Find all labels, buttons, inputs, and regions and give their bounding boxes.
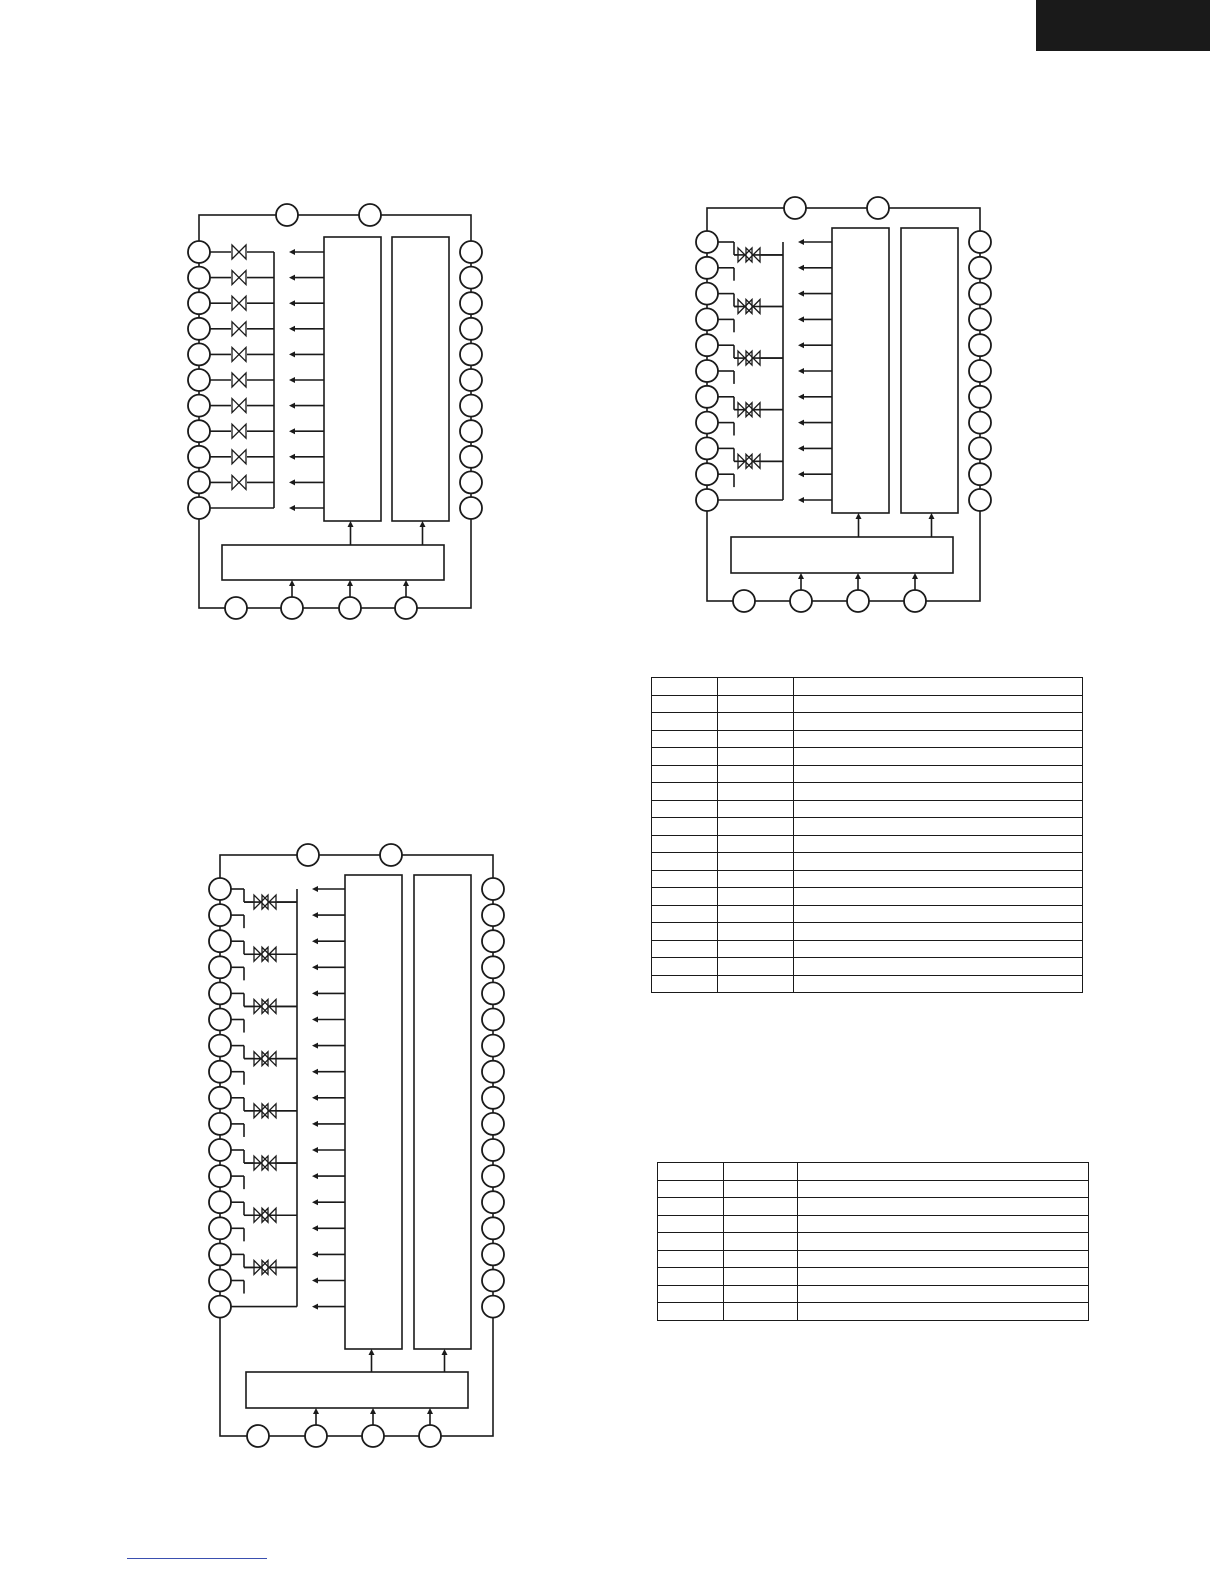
table-cell xyxy=(658,1268,724,1286)
left-pin xyxy=(209,904,231,926)
table-row xyxy=(658,1250,1089,1268)
arrow-head xyxy=(929,513,935,519)
left-pin xyxy=(696,463,718,485)
ic-diagram-1-package-outline xyxy=(199,215,471,608)
right-pin xyxy=(460,241,482,263)
arrow-head xyxy=(370,1408,376,1414)
table-cell xyxy=(724,1198,798,1216)
table-row xyxy=(652,678,1083,696)
table-row xyxy=(658,1215,1089,1233)
right-pin xyxy=(482,1165,504,1187)
left-pin xyxy=(209,1243,231,1265)
table-cell xyxy=(652,975,718,993)
table-cell xyxy=(798,1285,1089,1303)
table-cell xyxy=(652,783,718,801)
arrow-head xyxy=(312,1173,318,1179)
table-cell xyxy=(794,853,1083,871)
right-pin xyxy=(482,930,504,952)
register-block xyxy=(414,875,471,1349)
right-pin xyxy=(460,369,482,391)
arrow-head xyxy=(312,1147,318,1153)
left-pin xyxy=(209,1035,231,1057)
left-pin xyxy=(696,437,718,459)
arrow-head xyxy=(798,420,804,426)
arrow-head xyxy=(289,300,295,306)
table-cell xyxy=(718,748,794,766)
bottom-pin xyxy=(247,1425,269,1447)
table-cell xyxy=(794,975,1083,993)
right-pin xyxy=(482,1035,504,1057)
table-cell xyxy=(718,870,794,888)
arrow-head xyxy=(798,471,804,477)
arrow-head xyxy=(312,1225,318,1231)
top-pin xyxy=(784,197,806,219)
table-cell xyxy=(652,835,718,853)
arrow-head xyxy=(798,239,804,245)
left-pin xyxy=(209,1113,231,1135)
arrow-head xyxy=(289,403,295,409)
right-pin xyxy=(969,308,991,330)
table-row xyxy=(652,905,1083,923)
table-cell xyxy=(658,1250,724,1268)
table-cell xyxy=(652,870,718,888)
table-cell xyxy=(658,1233,724,1251)
right-pin xyxy=(969,231,991,253)
table-cell xyxy=(718,923,794,941)
left-pin xyxy=(188,446,210,468)
left-pin xyxy=(188,395,210,417)
left-pin xyxy=(188,292,210,314)
right-pin xyxy=(969,334,991,356)
table-cell xyxy=(652,713,718,731)
table-cell xyxy=(794,678,1083,696)
table-cell xyxy=(658,1163,724,1181)
left-pin xyxy=(209,982,231,1004)
right-pin xyxy=(482,1139,504,1161)
register-block xyxy=(901,228,958,513)
table-cell xyxy=(718,818,794,836)
table-cell xyxy=(798,1215,1089,1233)
table-row xyxy=(658,1285,1089,1303)
top-pin xyxy=(867,197,889,219)
table-cell xyxy=(718,958,794,976)
bottom-pin xyxy=(847,590,869,612)
table-cell xyxy=(794,870,1083,888)
arrow-head xyxy=(312,1043,318,1049)
arrow-head xyxy=(289,249,295,255)
left-pin xyxy=(209,1087,231,1109)
table-cell xyxy=(652,923,718,941)
table-cell xyxy=(798,1250,1089,1268)
table-cell xyxy=(658,1285,724,1303)
arrow-head xyxy=(347,580,353,586)
analog-switch-icon xyxy=(232,245,246,259)
arrow-head xyxy=(289,479,295,485)
table-cell xyxy=(718,783,794,801)
table-cell xyxy=(652,853,718,871)
arrow-head xyxy=(312,1251,318,1257)
arrow-head xyxy=(798,265,804,271)
table-row xyxy=(658,1268,1089,1286)
table-row xyxy=(652,730,1083,748)
right-pin xyxy=(460,471,482,493)
table-cell xyxy=(724,1285,798,1303)
right-pin xyxy=(969,257,991,279)
arrow-head xyxy=(798,368,804,374)
table-cell xyxy=(718,940,794,958)
analog-switch-icon xyxy=(232,373,246,387)
table-cell xyxy=(724,1215,798,1233)
left-pin xyxy=(696,360,718,382)
left-pin xyxy=(696,412,718,434)
bottom-pin xyxy=(362,1425,384,1447)
table-row xyxy=(652,975,1083,993)
table-row xyxy=(652,818,1083,836)
table-cell xyxy=(724,1268,798,1286)
table-row xyxy=(652,765,1083,783)
table-cell xyxy=(652,940,718,958)
arrow-head xyxy=(289,428,295,434)
table-cell xyxy=(798,1163,1089,1181)
left-pin xyxy=(188,497,210,519)
table-cell xyxy=(724,1250,798,1268)
table-cell xyxy=(718,835,794,853)
left-pin xyxy=(209,1191,231,1213)
table-cell xyxy=(718,853,794,871)
left-pin xyxy=(696,308,718,330)
arrow-head xyxy=(312,1121,318,1127)
bottom-pin xyxy=(305,1425,327,1447)
logic-block xyxy=(832,228,889,513)
table-cell xyxy=(718,695,794,713)
right-pin xyxy=(482,982,504,1004)
left-pin xyxy=(696,489,718,511)
arrow-head xyxy=(289,505,295,511)
arrow-head xyxy=(312,990,318,996)
table-cell xyxy=(794,713,1083,731)
table-cell xyxy=(658,1180,724,1198)
right-pin xyxy=(969,463,991,485)
bottom-pin xyxy=(790,590,812,612)
arrow-head xyxy=(289,275,295,281)
table-cell xyxy=(652,695,718,713)
table-row xyxy=(658,1163,1089,1181)
top-pin xyxy=(297,844,319,866)
table-cell xyxy=(718,975,794,993)
table-row xyxy=(658,1180,1089,1198)
right-pin xyxy=(482,956,504,978)
table-row xyxy=(652,923,1083,941)
arrow-head xyxy=(348,521,354,527)
arrow-head xyxy=(312,1095,318,1101)
footer-link-underline xyxy=(127,1558,267,1559)
left-pin xyxy=(188,318,210,340)
table-row xyxy=(652,783,1083,801)
table-row xyxy=(652,713,1083,731)
right-pin xyxy=(482,1217,504,1239)
right-pin xyxy=(482,1191,504,1213)
analog-switch-icon xyxy=(232,322,246,336)
table-cell xyxy=(794,905,1083,923)
analog-switch-icon xyxy=(232,399,246,413)
table-row xyxy=(652,800,1083,818)
bottom-pin xyxy=(904,590,926,612)
table-cell xyxy=(794,695,1083,713)
left-pin xyxy=(209,1217,231,1239)
left-pin xyxy=(188,420,210,442)
bottom-pin xyxy=(395,597,417,619)
table-row xyxy=(652,853,1083,871)
right-pin xyxy=(482,904,504,926)
arrow-head xyxy=(798,445,804,451)
table-cell xyxy=(718,800,794,818)
table-row xyxy=(658,1303,1089,1321)
analog-switch-icon xyxy=(232,296,246,310)
table-cell xyxy=(718,730,794,748)
right-pin xyxy=(482,1113,504,1135)
right-pin xyxy=(969,437,991,459)
arrow-head xyxy=(312,1069,318,1075)
arrow-head xyxy=(312,912,318,918)
right-pin xyxy=(460,497,482,519)
right-pin xyxy=(460,292,482,314)
table-cell xyxy=(794,923,1083,941)
right-pin xyxy=(482,1061,504,1083)
table-cell xyxy=(652,730,718,748)
analog-switch-icon xyxy=(232,475,246,489)
table-cell xyxy=(652,748,718,766)
arrow-head xyxy=(798,497,804,503)
arrow-head xyxy=(798,291,804,297)
arrow-head xyxy=(289,377,295,383)
top-pin xyxy=(359,204,381,226)
left-pin xyxy=(209,930,231,952)
arrow-head xyxy=(312,964,318,970)
table-cell xyxy=(718,678,794,696)
analog-switch-icon xyxy=(232,450,246,464)
control-block xyxy=(246,1372,468,1408)
arrow-head xyxy=(912,573,918,579)
bottom-pin xyxy=(419,1425,441,1447)
arrow-head xyxy=(289,326,295,332)
table-cell xyxy=(658,1303,724,1321)
right-pin xyxy=(969,283,991,305)
left-pin xyxy=(209,1270,231,1292)
table-cell xyxy=(794,888,1083,906)
bottom-pin xyxy=(281,597,303,619)
left-pin xyxy=(696,386,718,408)
table-row xyxy=(652,748,1083,766)
right-pin xyxy=(482,1087,504,1109)
table-cell xyxy=(794,835,1083,853)
arrow-head xyxy=(312,1017,318,1023)
logic-block xyxy=(324,237,381,521)
arrow-head xyxy=(855,573,861,579)
table-cell xyxy=(724,1163,798,1181)
analog-switch-icon xyxy=(232,347,246,361)
right-pin xyxy=(482,1243,504,1265)
arrow-head xyxy=(427,1408,433,1414)
table-row xyxy=(658,1233,1089,1251)
left-pin xyxy=(209,956,231,978)
right-pin xyxy=(969,412,991,434)
table-cell xyxy=(798,1303,1089,1321)
table-cell xyxy=(652,765,718,783)
bottom-pin xyxy=(339,597,361,619)
right-pin xyxy=(460,395,482,417)
top-pin xyxy=(276,204,298,226)
table-cell xyxy=(652,958,718,976)
table-cell xyxy=(718,888,794,906)
left-pin xyxy=(188,471,210,493)
table-cell xyxy=(724,1180,798,1198)
bottom-pin xyxy=(225,597,247,619)
left-pin xyxy=(188,267,210,289)
bottom-pin xyxy=(733,590,755,612)
left-pin xyxy=(209,1009,231,1031)
left-pin xyxy=(209,1165,231,1187)
arrow-head xyxy=(798,342,804,348)
arrow-head xyxy=(289,454,295,460)
table-cell xyxy=(794,730,1083,748)
arrow-head xyxy=(312,938,318,944)
arrow-head xyxy=(312,1278,318,1284)
table-cell xyxy=(652,678,718,696)
table-cell xyxy=(798,1268,1089,1286)
arrow-head xyxy=(312,1199,318,1205)
right-pin xyxy=(460,343,482,365)
arrow-head xyxy=(289,351,295,357)
table-row xyxy=(652,958,1083,976)
table-cell xyxy=(718,905,794,923)
table-cell xyxy=(794,940,1083,958)
left-pin xyxy=(209,1296,231,1318)
pin-table-1 xyxy=(651,677,1083,993)
table-cell xyxy=(794,748,1083,766)
table-cell xyxy=(652,888,718,906)
left-pin xyxy=(696,283,718,305)
table-row xyxy=(658,1198,1089,1216)
arrow-head xyxy=(289,580,295,586)
table-cell xyxy=(794,783,1083,801)
table-row xyxy=(652,888,1083,906)
table-cell xyxy=(724,1233,798,1251)
left-pin xyxy=(209,1139,231,1161)
register-block xyxy=(392,237,449,521)
right-pin xyxy=(482,1009,504,1031)
table-cell xyxy=(652,800,718,818)
top-pin xyxy=(380,844,402,866)
arrow-head xyxy=(403,580,409,586)
control-block xyxy=(731,537,953,573)
left-pin xyxy=(209,878,231,900)
right-pin xyxy=(460,318,482,340)
table-row xyxy=(652,835,1083,853)
table-cell xyxy=(658,1215,724,1233)
arrow-head xyxy=(312,1304,318,1310)
table-cell xyxy=(658,1198,724,1216)
right-pin xyxy=(969,360,991,382)
arrow-head xyxy=(798,316,804,322)
logic-block xyxy=(345,875,402,1349)
left-pin xyxy=(696,231,718,253)
table-cell xyxy=(794,765,1083,783)
arrow-head xyxy=(856,513,862,519)
table-cell xyxy=(652,818,718,836)
table-row xyxy=(652,870,1083,888)
right-pin xyxy=(482,878,504,900)
right-pin xyxy=(482,1270,504,1292)
right-pin xyxy=(460,267,482,289)
left-pin xyxy=(696,257,718,279)
table-cell xyxy=(724,1303,798,1321)
arrow-head xyxy=(442,1349,448,1355)
table-cell xyxy=(652,905,718,923)
arrow-head xyxy=(798,573,804,579)
table-cell xyxy=(718,765,794,783)
control-block xyxy=(222,545,444,580)
pin-table-2 xyxy=(657,1162,1089,1321)
right-pin xyxy=(460,420,482,442)
table-cell xyxy=(798,1233,1089,1251)
right-pin xyxy=(969,386,991,408)
table-row xyxy=(652,695,1083,713)
analog-switch-icon xyxy=(232,424,246,438)
right-pin xyxy=(482,1296,504,1318)
arrow-head xyxy=(420,521,426,527)
left-pin xyxy=(188,343,210,365)
right-pin xyxy=(460,446,482,468)
table-cell xyxy=(794,958,1083,976)
analog-switch-icon xyxy=(232,271,246,285)
table-cell xyxy=(798,1180,1089,1198)
right-pin xyxy=(969,489,991,511)
table-cell xyxy=(718,713,794,731)
table-cell xyxy=(794,818,1083,836)
left-pin xyxy=(188,241,210,263)
table-row xyxy=(652,940,1083,958)
arrow-head xyxy=(312,886,318,892)
arrow-head xyxy=(313,1408,319,1414)
arrow-head xyxy=(798,394,804,400)
left-pin xyxy=(188,369,210,391)
left-pin xyxy=(696,334,718,356)
table-cell xyxy=(798,1198,1089,1216)
table-cell xyxy=(794,800,1083,818)
arrow-head xyxy=(369,1349,375,1355)
left-pin xyxy=(209,1061,231,1083)
